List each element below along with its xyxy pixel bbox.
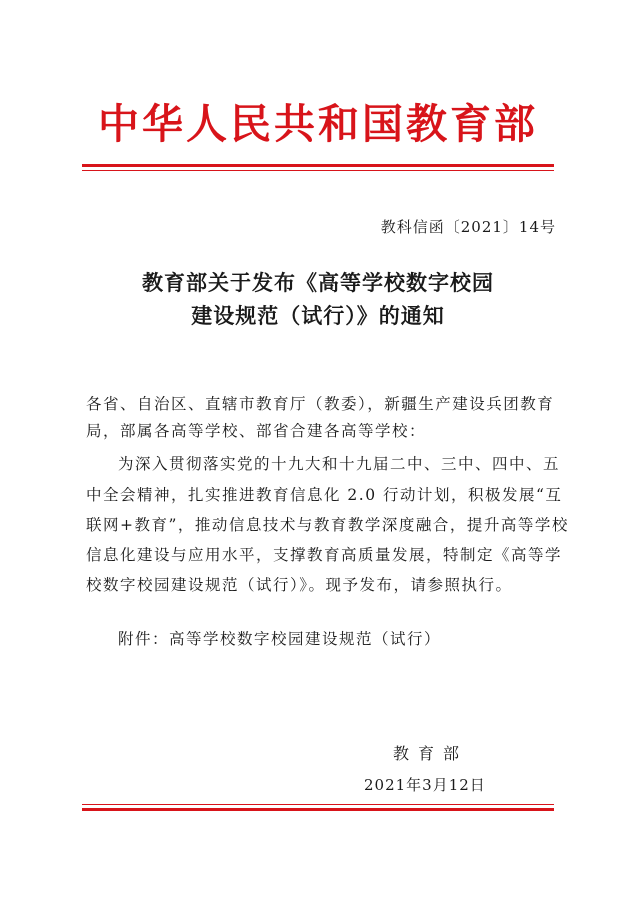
header-thick-rule	[82, 164, 554, 167]
ministry-header-title: 中华人民共和国教育部	[98, 100, 538, 148]
body-line-4: 信息化建设与应用水平，支撑教育高质量发展，特制定《高等学	[86, 546, 563, 564]
address-line-2: 局，部属各高等学校、部省合建各高等学校：	[86, 422, 427, 440]
address-line-1: 各省、自治区、直辖市教育厅（教委），新疆生产建设兵团教育	[86, 395, 555, 413]
document-title-line-2: 建设规范（试行）》的通知	[191, 303, 445, 328]
footer-thick-rule	[82, 808, 554, 811]
document-title-line-1: 教育部关于发布《高等学校数字校园	[142, 270, 494, 295]
issue-date: 2021年3月12日	[364, 776, 486, 794]
body-line-1: 为深入贯彻落实党的十九大和十九届二中、三中、四中、五	[118, 455, 561, 473]
body-line-3: 联网+教育”，推动信息技术与教育教学深度融合，提升高等学校	[86, 516, 569, 534]
body-line-5: 校数字校园建设规范（试行）》。现予发布，请参照执行。	[86, 576, 513, 594]
body-line-2: 中全会精神，扎实推进教育信息化 2.0 行动计划，积极发展“互	[86, 486, 563, 504]
attachment-line: 附件：高等学校数字校园建设规范（试行）	[118, 630, 442, 648]
header-thin-rule	[82, 170, 554, 171]
signatory: 教育部	[393, 744, 469, 763]
footer-thin-rule	[82, 804, 554, 805]
document-number: 教科信函〔2021〕14号	[380, 218, 556, 236]
